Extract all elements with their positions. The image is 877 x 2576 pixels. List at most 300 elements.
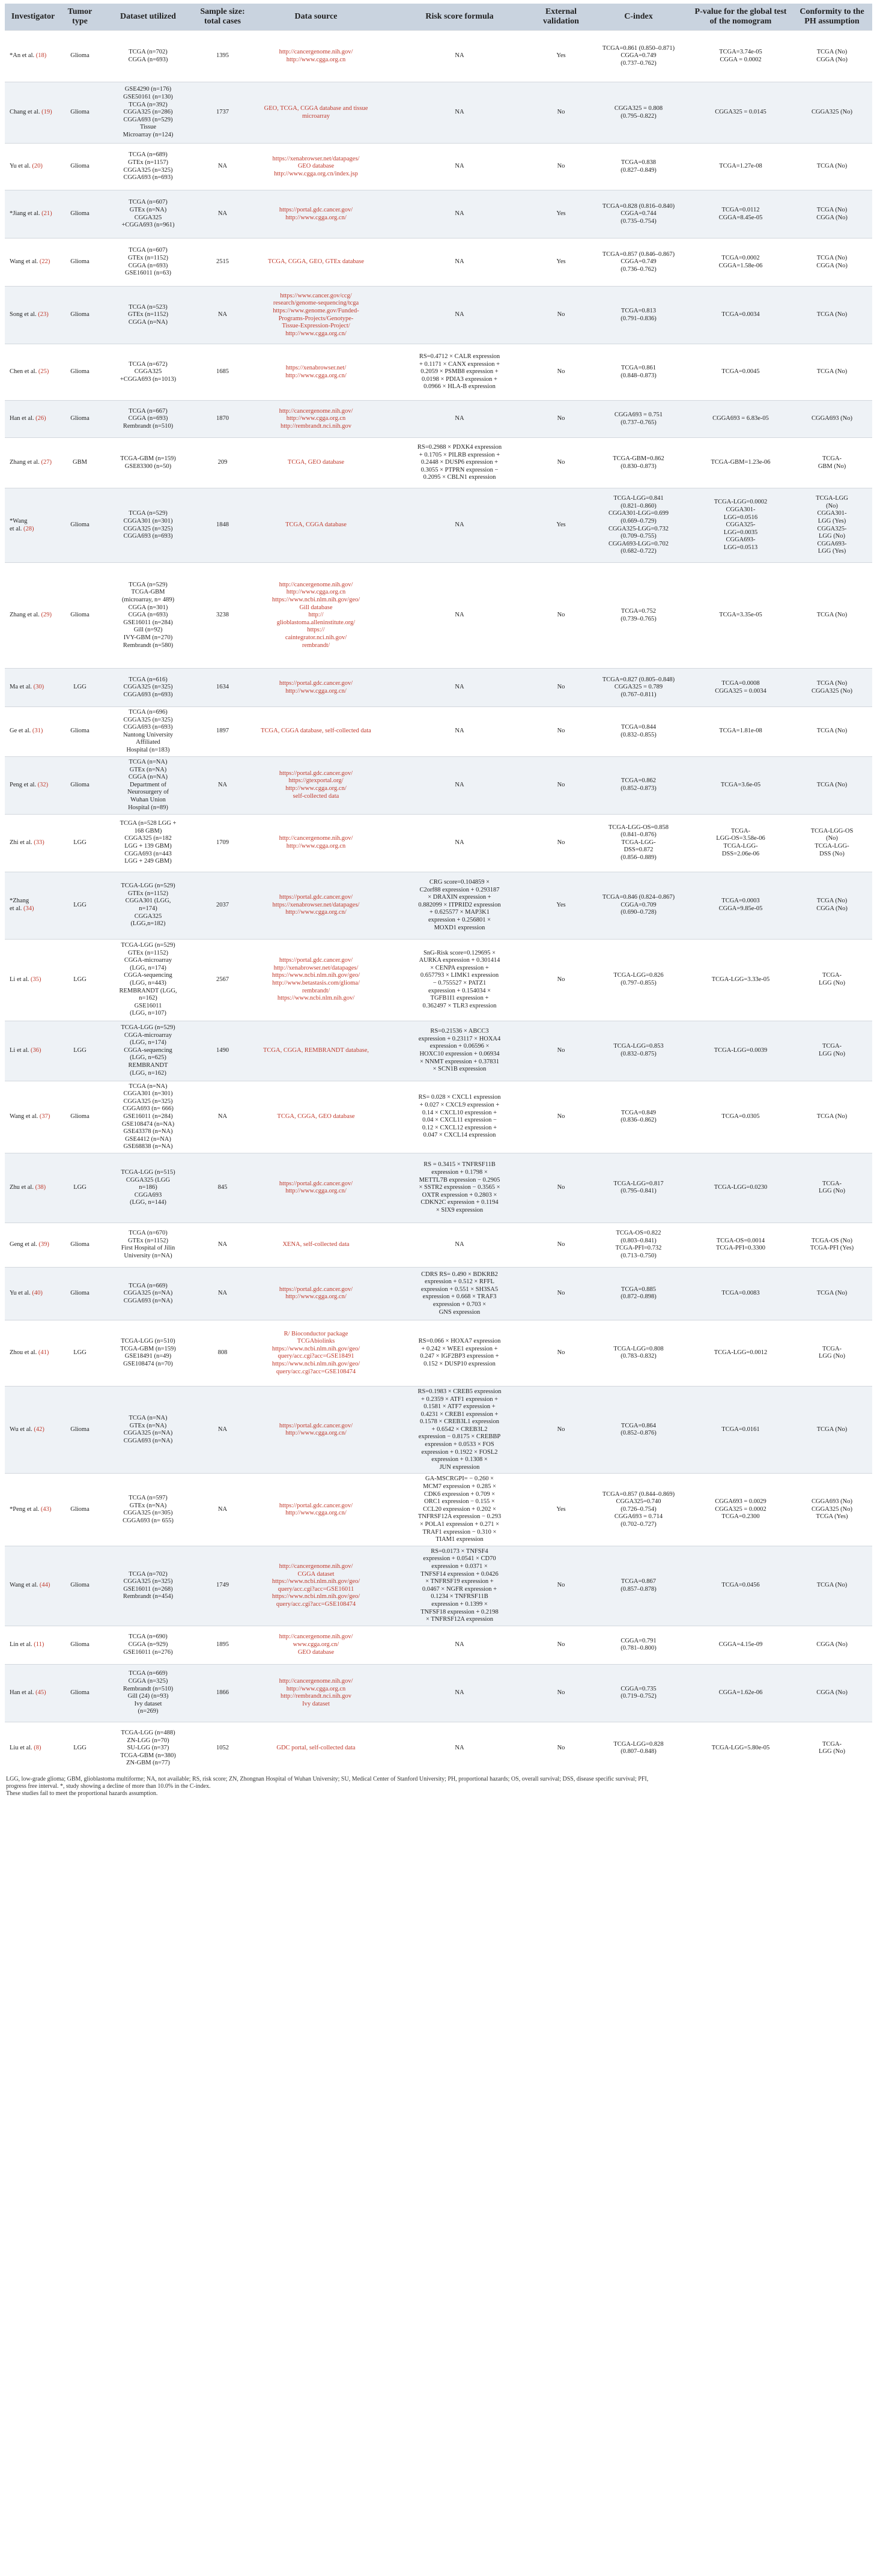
- dataset-cell: TCGA (n=672) CGGA325 +CGGA693 (n=1013): [99, 344, 198, 401]
- c-index-cell: TCGA=0.844 (0.832–0.855): [587, 707, 690, 757]
- investigator-name: Geng et al.: [10, 1241, 37, 1248]
- investigator-name: *Wang et al.: [10, 517, 28, 532]
- dataset-cell: TCGA (n=702) CGGA325 (n=325) GSE16011 (n=268) Rembrandt (n=454): [99, 1546, 198, 1626]
- investigator-cell: [5, 939, 61, 1021]
- dataset-cell: TCGA (n=689) GTEx (n=1157) CGGA325 (n=325) CGGA693 (n=693): [99, 144, 198, 190]
- investigator-cell: [5, 190, 61, 238]
- data-source-cell[interactable]: http://cancergenome.nih.gov/ http://www.cgga.org.cn: [247, 31, 384, 82]
- risk-formula-cell: NA: [384, 1223, 535, 1267]
- data-source-cell[interactable]: http://cancergenome.nih.gov/ http://www.cgga.org.cn http://rembrandt.nci.nih.gov Ivy dataset: [247, 1664, 384, 1722]
- dataset-cell: TCGA (n=670) GTEx (n=1152) First Hospital of Jilin University (n=NA): [99, 1223, 198, 1267]
- investigator-cell: [5, 707, 61, 757]
- data-source-cell[interactable]: http://cancergenome.nih.gov/ CGGA dataset https://www.ncbi.nlm.nih.gov/geo/ query/acc.cgi?acc=GSE16011 https://www.ncbi.nlm.nih.gov/geo/ query/acc.cgi?acc=GSE108474: [247, 1546, 384, 1626]
- investigator-name: *An et al.: [10, 52, 35, 59]
- investigator-cell: [5, 814, 61, 872]
- investigator-cell: [5, 438, 61, 488]
- p-value-cell: CGGA325 = 0.0145: [690, 82, 792, 144]
- table-row: [5, 1153, 872, 1223]
- header-sample-size: Sample size: total cases: [198, 4, 247, 31]
- reference-link[interactable]: (23): [38, 311, 49, 318]
- dataset-cell: TCGA (n=NA) GTEx (n=NA) CGGA (n=NA) Department of Neurosurgery of Wuhan Union Hospital (n=89): [99, 756, 198, 814]
- c-index-cell: TCGA=0.885 (0.872–0.898): [587, 1267, 690, 1320]
- data-source-cell[interactable]: TCGA, CGGA database, self-collected data: [247, 707, 384, 757]
- p-value-cell: CGGA=1.62e-06: [690, 1664, 792, 1722]
- investigator-cell: [5, 1320, 61, 1386]
- risk-formula-cell: RS=0.21536 × ABCC3 expression + 0.23117 × HOXA4 expression + 0.06596 × HOXC10 expression + 0.06934 × NNMT expression + 0.37831 × SCN1B expression: [384, 1021, 535, 1081]
- table-row: [5, 344, 872, 401]
- data-source-cell[interactable]: https://portal.gdc.cancer.gov/ http://www.cgga.org.cn/: [247, 1153, 384, 1223]
- dataset-cell: TCGA-LGG (n=529) CGGA-microarray (LGG, n=174) CGGA-sequencing (LGG, n=625) REMBRANDT (LGG, n=162): [99, 1021, 198, 1081]
- external-validation-cell: No: [535, 82, 587, 144]
- risk-formula-cell: NA: [384, 707, 535, 757]
- risk-formula-cell: NA: [384, 238, 535, 287]
- investigator-name: *Zhang et al.: [10, 898, 29, 913]
- tumor-type-cell: Glioma: [61, 238, 99, 287]
- table-row: [5, 488, 872, 563]
- c-index-cell: TCGA=0.864 (0.852–0.876): [587, 1386, 690, 1474]
- reference-link[interactable]: (45): [35, 1689, 46, 1696]
- p-value-cell: TCGA=0.0456: [690, 1546, 792, 1626]
- sample-size-cell: 1737: [198, 82, 247, 144]
- investigator-cell: [5, 756, 61, 814]
- table-row: [5, 1267, 872, 1320]
- data-source-cell[interactable]: GEO, TCGA, CGGA database and tissue microarray: [247, 82, 384, 144]
- investigator-name: Wu et al.: [10, 1426, 32, 1433]
- tumor-type-cell: Glioma: [61, 1546, 99, 1626]
- investigator-name: Ge et al.: [10, 728, 31, 735]
- data-source-cell[interactable]: http://cancergenome.nih.gov/ http://www.cgga.org.cn: [247, 814, 384, 872]
- table-row: [5, 31, 872, 82]
- sample-size-cell: 1634: [198, 669, 247, 707]
- sample-size-cell: 1685: [198, 344, 247, 401]
- c-index-cell: TCGA=0.861 (0.848–0.873): [587, 344, 690, 401]
- external-validation-cell: No: [535, 1722, 587, 1775]
- external-validation-cell: No: [535, 756, 587, 814]
- header-ph-assumption: Conformity to the PH assumption: [792, 4, 872, 31]
- reference-link[interactable]: (19): [41, 109, 52, 116]
- tumor-type-cell: Glioma: [61, 1664, 99, 1722]
- sample-size-cell: 1749: [198, 1546, 247, 1626]
- table-row: [5, 1386, 872, 1474]
- p-value-cell: TCGA=0.0161: [690, 1386, 792, 1474]
- dataset-cell: TCGA-LGG (n=515) CGGA325 (LGG n=186) CGGA693 (LGG, n=144): [99, 1153, 198, 1223]
- reference-link[interactable]: (27): [41, 459, 52, 466]
- reference-link[interactable]: (42): [34, 1426, 44, 1433]
- risk-formula-cell: NA: [384, 82, 535, 144]
- sample-size-cell: NA: [198, 1474, 247, 1546]
- p-value-cell: TCGA=0.0002 CGGA=1.58e-06: [690, 238, 792, 287]
- table-row: [5, 563, 872, 669]
- investigator-name: Yu et al.: [10, 1290, 31, 1297]
- external-validation-cell: Yes: [535, 488, 587, 563]
- tumor-type-cell: Glioma: [61, 82, 99, 144]
- reference-link[interactable]: (43): [40, 1505, 52, 1513]
- ph-assumption-cell: TCGA-OS (No) TCGA-PFI (Yes): [792, 1223, 872, 1267]
- table-header-row: [5, 4, 872, 31]
- data-source-cell[interactable]: https://xenabrowser.net/ http://www.cgga.org.cn/: [247, 344, 384, 401]
- sample-size-cell: 1866: [198, 1664, 247, 1722]
- investigator-name: Song et al.: [10, 311, 37, 318]
- data-source-cell[interactable]: XENA, self-collected data: [247, 1223, 384, 1267]
- reference-link[interactable]: (41): [38, 1349, 49, 1356]
- reference-link[interactable]: (38): [35, 1184, 46, 1191]
- data-source-cell[interactable]: TCGA, CGGA database: [247, 488, 384, 563]
- ph-assumption-cell: TCGA (No): [792, 1546, 872, 1626]
- investigator-cell: [5, 872, 61, 939]
- external-validation-cell: No: [535, 144, 587, 190]
- data-source-cell[interactable]: GDC portal, self-collected data: [247, 1722, 384, 1775]
- ph-assumption-cell: TCGA (No): [792, 1081, 872, 1153]
- header-external-validation: External validation: [535, 4, 587, 31]
- table-row: [5, 238, 872, 287]
- ph-assumption-cell: TCGA- LGG (No): [792, 939, 872, 1021]
- reference-link[interactable]: (26): [35, 415, 46, 422]
- investigator-name: Lin et al.: [10, 1641, 32, 1648]
- external-validation-cell: No: [535, 401, 587, 438]
- investigator-name: *Peng et al.: [10, 1505, 40, 1513]
- reference-link[interactable]: (11): [34, 1641, 44, 1648]
- header-c-index: C-index: [587, 4, 690, 31]
- tumor-type-cell: LGG: [61, 814, 99, 872]
- c-index-cell: TCGA=0.752 (0.739–0.765): [587, 563, 690, 669]
- data-source-cell[interactable]: https://portal.gdc.cancer.gov/ https://gtexportal.org/ http://www.cgga.org.cn/ self-collected data: [247, 756, 384, 814]
- dataset-cell: TCGA-GBM (n=159) GSE83300 (n=50): [99, 438, 198, 488]
- dataset-cell: TCGA (n=702) CGGA (n=693): [99, 31, 198, 82]
- investigator-name: Chen et al.: [10, 368, 37, 375]
- tumor-type-cell: Glioma: [61, 488, 99, 563]
- external-validation-cell: No: [535, 669, 587, 707]
- investigator-cell: [5, 488, 61, 563]
- sample-size-cell: NA: [198, 1267, 247, 1320]
- dataset-cell: TCGA (n=NA) CGGA301 (n=301) CGGA325 (n=325) CGGA693 (n= 666) GSE16011 (n=284) GSE108474 (n=NA) GSE43378 (n=NA) GSE4412 (n=NA) GSE68838 (n=NA): [99, 1081, 198, 1153]
- p-value-cell: TCGA- LGG-OS=3.58e-06 TCGA-LGG- DSS=2.06e-06: [690, 814, 792, 872]
- sample-size-cell: 808: [198, 1320, 247, 1386]
- table-row: [5, 872, 872, 939]
- ph-assumption-cell: TCGA (No): [792, 344, 872, 401]
- risk-formula-cell: NA: [384, 756, 535, 814]
- table-row: [5, 1081, 872, 1153]
- header-tumor-type: Tumor type: [61, 4, 99, 31]
- external-validation-cell: No: [535, 1081, 587, 1153]
- sample-size-cell: NA: [198, 287, 247, 344]
- external-validation-cell: No: [535, 1153, 587, 1223]
- investigator-name: Ma et al.: [10, 684, 32, 691]
- p-value-cell: CGGA=4.15e-09: [690, 1626, 792, 1664]
- table-row: [5, 401, 872, 438]
- investigator-name: Wang et al.: [10, 1582, 38, 1589]
- reference-link[interactable]: (36): [31, 1046, 41, 1054]
- data-source-cell[interactable]: R/ Bioconductor package TCGAbiolinks https://www.ncbi.nlm.nih.gov/geo/ query/acc.cgi?acc=GSE18491 https://www.ncbi.nlm.nih.gov/geo/ query/acc.cgi?acc=GSE108474: [247, 1320, 384, 1386]
- data-source-cell[interactable]: TCGA, CGGA, GEO, GTEx database: [247, 238, 384, 287]
- risk-formula-cell: NA: [384, 814, 535, 872]
- p-value-cell: TCGA-LGG=0.0002 CGGA301- LGG=0.0516 CGGA325- LGG=0.0035 CGGA693- LGG=0.0513: [690, 488, 792, 563]
- reference-link[interactable]: (22): [39, 258, 50, 266]
- data-source-cell[interactable]: http://cancergenome.nih.gov/ http://www.cgga.org.cn http://rembrandt.nci.nih.gov: [247, 401, 384, 438]
- risk-formula-cell: NA: [384, 401, 535, 438]
- table-row: [5, 939, 872, 1021]
- ph-assumption-cell: TCGA (No) CGGA (No): [792, 190, 872, 238]
- sample-size-cell: 845: [198, 1153, 247, 1223]
- ph-assumption-cell: TCGA (No) CGGA (No): [792, 31, 872, 82]
- data-source-cell[interactable]: https://www.cancer.gov/ccg/ research/genome-sequencing/tcga https://www.genome.gov/Funded- Programs-Projects/Genotype- Tissue-Expression-Project/ http://www.cgga.org.cn/: [247, 287, 384, 344]
- reference-link[interactable]: (29): [41, 612, 52, 619]
- reference-link[interactable]: (34): [23, 905, 34, 913]
- tumor-type-cell: Glioma: [61, 707, 99, 757]
- dataset-cell: TCGA (n=607) GTEx (n=1152) CGGA (n=693) GSE16011 (n=63): [99, 238, 198, 287]
- p-value-cell: TCGA=0.0112 CGGA=8.45e-05: [690, 190, 792, 238]
- reference-link[interactable]: (21): [41, 210, 52, 217]
- tumor-type-cell: Glioma: [61, 1386, 99, 1474]
- header-dataset: Dataset utilized: [99, 4, 198, 31]
- dataset-cell: TCGA (n=696) CGGA325 (n=325) CGGA693 (n=693) Nantong University Affiliated Hospital (n=183): [99, 707, 198, 757]
- reference-link[interactable]: (18): [35, 52, 47, 59]
- investigator-name: Yu et al.: [10, 163, 31, 170]
- p-value-cell: TCGA=3.6e-05: [690, 756, 792, 814]
- table-row: [5, 756, 872, 814]
- investigator-cell: [5, 344, 61, 401]
- c-index-cell: TCGA-LGG=0.828 (0.807–0.848): [587, 1722, 690, 1775]
- risk-formula-cell: NA: [384, 287, 535, 344]
- external-validation-cell: No: [535, 563, 587, 669]
- dataset-cell: TCGA-LGG (n=529) GTEx (n=1152) CGGA301 (LGG, n=174) CGGA325 (LGG,n=182): [99, 872, 198, 939]
- reference-link[interactable]: (20): [32, 163, 43, 170]
- header-p-value: P-value for the global test of the nomogram: [690, 4, 792, 31]
- data-source-cell[interactable]: https://portal.gdc.cancer.gov/ http://www.cgga.org.cn/: [247, 1267, 384, 1320]
- table-footnotes: [6, 1776, 871, 1797]
- p-value-cell: TCGA=0.0008 CGGA325 = 0.0034: [690, 669, 792, 707]
- risk-formula-cell: SnG-Risk score=0.129695 × AURKA expression + 0.301414 × CENPA expression + 0.657793 × LIMK1 expression − 0.755527 × PATZ1 expression + 0.154034 × TGFB1I1 expression + 0.362497 × TLR3 expression: [384, 939, 535, 1021]
- risk-formula-cell: NA: [384, 1626, 535, 1664]
- tumor-type-cell: Glioma: [61, 563, 99, 669]
- table-row: [5, 82, 872, 144]
- sample-size-cell: NA: [198, 756, 247, 814]
- reference-link[interactable]: (33): [34, 839, 44, 846]
- dataset-cell: TCGA (n=523) GTEx (n=1152) CGGA (n=NA): [99, 287, 198, 344]
- table-row: [5, 1722, 872, 1775]
- reference-link[interactable]: (32): [37, 781, 49, 788]
- external-validation-cell: Yes: [535, 1474, 587, 1546]
- ph-assumption-cell: TCGA- LGG (No): [792, 1320, 872, 1386]
- investigator-name: Zhou et al.: [10, 1349, 37, 1356]
- investigator-name: Chang et al.: [10, 109, 40, 116]
- investigator-cell: [5, 1153, 61, 1223]
- data-source-cell[interactable]: https://portal.gdc.cancer.gov/ http://www.cgga.org.cn/: [247, 190, 384, 238]
- sample-size-cell: 2037: [198, 872, 247, 939]
- table-row: [5, 707, 872, 757]
- investigator-cell: [5, 1664, 61, 1722]
- c-index-cell: TCGA=0.862 (0.852–0.873): [587, 756, 690, 814]
- p-value-cell: TCGA=1.27e-08: [690, 144, 792, 190]
- reference-link[interactable]: (30): [33, 684, 44, 691]
- c-index-cell: CGGA=0.735 (0.719–0.752): [587, 1664, 690, 1722]
- sample-size-cell: 1052: [198, 1722, 247, 1775]
- ph-assumption-cell: TCGA (No): [792, 1267, 872, 1320]
- external-validation-cell: No: [535, 1664, 587, 1722]
- reference-link[interactable]: (8): [34, 1745, 41, 1752]
- data-source-cell[interactable]: https://portal.gdc.cancer.gov/ http://www.cgga.org.cn/: [247, 1474, 384, 1546]
- data-source-cell[interactable]: http://cancergenome.nih.gov/ www.cgga.org.cn/ GEO database: [247, 1626, 384, 1664]
- data-source-cell[interactable]: https://portal.gdc.cancer.gov/ http://www.cgga.org.cn/: [247, 1386, 384, 1474]
- reference-link[interactable]: (25): [38, 368, 49, 375]
- c-index-cell: TCGA-LGG-OS=0.858 (0.841–0.876) TCGA-LGG- DSS=0.872 (0.856–0.889): [587, 814, 690, 872]
- sample-size-cell: 3238: [198, 563, 247, 669]
- investigator-cell: [5, 1081, 61, 1153]
- table-row: [5, 1320, 872, 1386]
- sample-size-cell: 1490: [198, 1021, 247, 1081]
- dataset-cell: TCGA-LGG (n=529) GTEx (n=1152) CGGA-microarray (LGG, n=174) CGGA-sequencing (LGG, n=443) REMBRANDT (LGG, n=162) GSE16011 (LGG, n=107): [99, 939, 198, 1021]
- p-value-cell: TCGA=0.0305: [690, 1081, 792, 1153]
- p-value-cell: TCGA-GBM=1.23e-06: [690, 438, 792, 488]
- ph-assumption-cell: TCGA (No) CGGA (No): [792, 238, 872, 287]
- risk-formula-cell: CRG score=0.104859 × C2orf88 expression + 0.293187 × DRAXIN expression + 0.882099 × ITPRID2 expression + 0.625577 × MAP3K1 expression + 0.256801 × MOXD1 expression: [384, 872, 535, 939]
- c-index-cell: TCGA-OS=0.822 (0.803–0.841) TCGA-PFI=0.732 (0.713–0.750): [587, 1223, 690, 1267]
- footnote-abbreviations: LGG, low-grade glioma; GBM, glioblastoma multiforme; NA, not available; RS, risk score; ZN, Zhongnan Hospital of Wuhan University; SU, Medical Center of Stanford University; PH, proportional hazards; OS, overall survival; DSS, disease specific survival; PFI,: [6, 1776, 649, 1783]
- c-index-cell: TCGA-LGG=0.808 (0.783–0.832): [587, 1320, 690, 1386]
- reference-link[interactable]: (35): [31, 976, 41, 983]
- reference-link[interactable]: (40): [32, 1290, 43, 1297]
- ph-assumption-cell: TCGA (No): [792, 287, 872, 344]
- investigator-name: Peng et al.: [10, 781, 37, 788]
- c-index-cell: TCGA=0.827 (0.805–0.848) CGGA325 = 0.789 (0.767–0.811): [587, 669, 690, 707]
- c-index-cell: TCGA=0.861 (0.850–0.871) CGGA=0.749 (0.737–0.762): [587, 31, 690, 82]
- c-index-cell: TCGA-LGG=0.853 (0.832–0.875): [587, 1021, 690, 1081]
- sample-size-cell: NA: [198, 144, 247, 190]
- risk-formula-cell: NA: [384, 488, 535, 563]
- reference-link[interactable]: (39): [38, 1241, 49, 1248]
- investigator-cell: [5, 287, 61, 344]
- investigator-cell: [5, 1722, 61, 1775]
- external-validation-cell: No: [535, 438, 587, 488]
- external-validation-cell: No: [535, 344, 587, 401]
- sample-size-cell: 1848: [198, 488, 247, 563]
- tumor-type-cell: LGG: [61, 872, 99, 939]
- ph-assumption-cell: TCGA (No): [792, 756, 872, 814]
- reference-link[interactable]: (37): [39, 1113, 50, 1120]
- investigator-cell: [5, 144, 61, 190]
- c-index-cell: TCGA-LGG=0.841 (0.821–0.860) CGGA301-LGG=0.699 (0.669–0.729) CGGA325-LGG=0.732 (0.709–0.755) CGGA693-LGG=0.702 (0.682–0.722): [587, 488, 690, 563]
- risk-formula-cell: NA: [384, 190, 535, 238]
- investigator-cell: [5, 669, 61, 707]
- tumor-type-cell: Glioma: [61, 1474, 99, 1546]
- data-source-cell[interactable]: http://cancergenome.nih.gov/ http://www.cgga.org.cn https://www.ncbi.nlm.nih.gov/geo/ Gill database http:// glioblastoma.alleninstitute.org/ https:// caintegrator.nci.nih.gov/ rembrandt/: [247, 563, 384, 669]
- investigator-name: Li et al.: [10, 976, 29, 983]
- investigator-cell: [5, 401, 61, 438]
- investigator-name: Zhi et al.: [10, 839, 32, 846]
- ph-assumption-cell: TCGA-LGG (No) CGGA301- LGG (Yes) CGGA325- LGG (No) CGGA693- LGG (Yes): [792, 488, 872, 563]
- risk-formula-cell: GA-MSCRGPI= − 0.260 × MCM7 expression + 0.285 × CDK6 expression + 0.709 × ORC1 expression − 0.155 × CCL20 expression + 0.202 × TNFRSF12A expression − 0.293 × POLA1 expression + 0.271 × TRAF1 expression − 0.310 × TIAM1 expression: [384, 1474, 535, 1546]
- investigator-cell: [5, 1267, 61, 1320]
- table-row: [5, 1223, 872, 1267]
- ph-assumption-cell: TCGA (No): [792, 707, 872, 757]
- p-value-cell: TCGA=1.81e-08: [690, 707, 792, 757]
- investigator-cell: [5, 82, 61, 144]
- c-index-cell: CGGA325 = 0.808 (0.795–0.822): [587, 82, 690, 144]
- p-value-cell: TCGA-LGG=3.33e-05: [690, 939, 792, 1021]
- external-validation-cell: Yes: [535, 872, 587, 939]
- external-validation-cell: No: [535, 1546, 587, 1626]
- investigator-cell: [5, 1546, 61, 1626]
- data-source-cell[interactable]: TCGA, GEO database: [247, 438, 384, 488]
- ph-assumption-cell: TCGA- LGG (No): [792, 1722, 872, 1775]
- table-row: [5, 1626, 872, 1664]
- p-value-cell: TCGA=0.0034: [690, 287, 792, 344]
- footnote-ph: These studies fail to meet the proportional hazards assumption.: [6, 1790, 158, 1797]
- external-validation-cell: Yes: [535, 31, 587, 82]
- ph-assumption-cell: CGGA693 (No): [792, 401, 872, 438]
- data-source-cell[interactable]: https://portal.gdc.cancer.gov/ http://xenabrowser.net/datapages/ https://www.ncbi.nlm.nih.gov/geo/ http://www.betastasis.com/glioma/ rembrandt/ https://www.ncbi.nlm.nih.gov/: [247, 939, 384, 1021]
- c-index-cell: TCGA=0.846 (0.824–0.867) CGGA=0.709 (0.690–0.728): [587, 872, 690, 939]
- external-validation-cell: No: [535, 1021, 587, 1081]
- p-value-cell: TCGA-LGG=0.0230: [690, 1153, 792, 1223]
- dataset-cell: TCGA (n=669) CGGA (n=325) Rembrandt (n=510) Gill (24) (n=93) Ivy dataset (n=269): [99, 1664, 198, 1722]
- tumor-type-cell: LGG: [61, 939, 99, 1021]
- p-value-cell: TCGA-OS=0.0014 TCGA-PFI=0.3300: [690, 1223, 792, 1267]
- p-value-cell: TCGA=0.0083: [690, 1267, 792, 1320]
- sample-size-cell: NA: [198, 1081, 247, 1153]
- external-validation-cell: No: [535, 287, 587, 344]
- data-source-cell[interactable]: https://portal.gdc.cancer.gov/ https://xenabrowser.net/datapages/ http://www.cgga.org.cn/: [247, 872, 384, 939]
- tumor-type-cell: Glioma: [61, 1626, 99, 1664]
- dataset-cell: TCGA (n=607) GTEx (n=NA) CGGA325 +CGGA693 (n=961): [99, 190, 198, 238]
- data-source-cell[interactable]: TCGA, CGGA, REMBRANDT database,: [247, 1021, 384, 1081]
- c-index-cell: TCGA=0.813 (0.791–0.836): [587, 287, 690, 344]
- table-row: [5, 1664, 872, 1722]
- external-validation-cell: No: [535, 814, 587, 872]
- tumor-type-cell: LGG: [61, 669, 99, 707]
- ph-assumption-cell: TCGA (No) CGGA325 (No): [792, 669, 872, 707]
- tumor-type-cell: Glioma: [61, 190, 99, 238]
- sample-size-cell: NA: [198, 1223, 247, 1267]
- data-source-cell[interactable]: TCGA, CGGA, GEO database: [247, 1081, 384, 1153]
- tumor-type-cell: Glioma: [61, 401, 99, 438]
- p-value-cell: TCGA-LGG=0.0039: [690, 1021, 792, 1081]
- ph-assumption-cell: CGGA325 (No): [792, 82, 872, 144]
- investigator-cell: [5, 1386, 61, 1474]
- p-value-cell: TCGA=3.74e-05 CGGA = 0.0002: [690, 31, 792, 82]
- investigator-name: Li et al.: [10, 1046, 29, 1054]
- table-body: [5, 31, 872, 1775]
- table-row: [5, 190, 872, 238]
- data-source-cell[interactable]: https://portal.gdc.cancer.gov/ http://www.cgga.org.cn/: [247, 669, 384, 707]
- sample-size-cell: 209: [198, 438, 247, 488]
- c-index-cell: TCGA=0.849 (0.836–0.862): [587, 1081, 690, 1153]
- external-validation-cell: No: [535, 1626, 587, 1664]
- tumor-type-cell: LGG: [61, 1021, 99, 1081]
- reference-link[interactable]: (44): [39, 1582, 50, 1589]
- p-value-cell: TCGA=3.35e-05: [690, 563, 792, 669]
- ph-assumption-cell: TCGA (No): [792, 1386, 872, 1474]
- table-row: [5, 287, 872, 344]
- reference-link[interactable]: (28): [23, 525, 34, 532]
- sample-size-cell: 1870: [198, 401, 247, 438]
- tumor-type-cell: Glioma: [61, 344, 99, 401]
- table-row: [5, 1546, 872, 1626]
- tumor-type-cell: Glioma: [61, 144, 99, 190]
- table-row: [5, 438, 872, 488]
- ph-assumption-cell: TCGA- LGG (No): [792, 1021, 872, 1081]
- investigator-name: Zhang et al.: [10, 459, 40, 466]
- c-index-cell: TCGA=0.857 (0.844–0.869) CGGA325=0.740 (0.726–0.754) CGGA693 = 0.714 (0.702–0.727): [587, 1474, 690, 1546]
- dataset-cell: TCGA-LGG (n=510) TCGA-GBM (n=159) GSE18491 (n=49) GSE108474 (n=70): [99, 1320, 198, 1386]
- c-index-cell: TCGA-GBM=0.862 (0.830–0.873): [587, 438, 690, 488]
- external-validation-cell: No: [535, 707, 587, 757]
- tumor-type-cell: LGG: [61, 1320, 99, 1386]
- external-validation-cell: No: [535, 1386, 587, 1474]
- data-source-cell[interactable]: https://xenabrowser.net/datapages/ GEO database http://www.cgga.org.cn/index.jsp: [247, 144, 384, 190]
- reference-link[interactable]: (31): [32, 728, 43, 735]
- risk-formula-cell: RS=0.0173 × TNFSF4 expression + 0.0541 × CD70 expression + 0.0371 × TNFSF14 expression + 0.0426 × TNFRSF19 expression + 0.0467 × NGFR expression + 0.1234 × TNFRSF11B expression + 0.1399 × TNFSF18 expression + 0.2198 × TNFRSF12A expression: [384, 1546, 535, 1626]
- sample-size-cell: 2515: [198, 238, 247, 287]
